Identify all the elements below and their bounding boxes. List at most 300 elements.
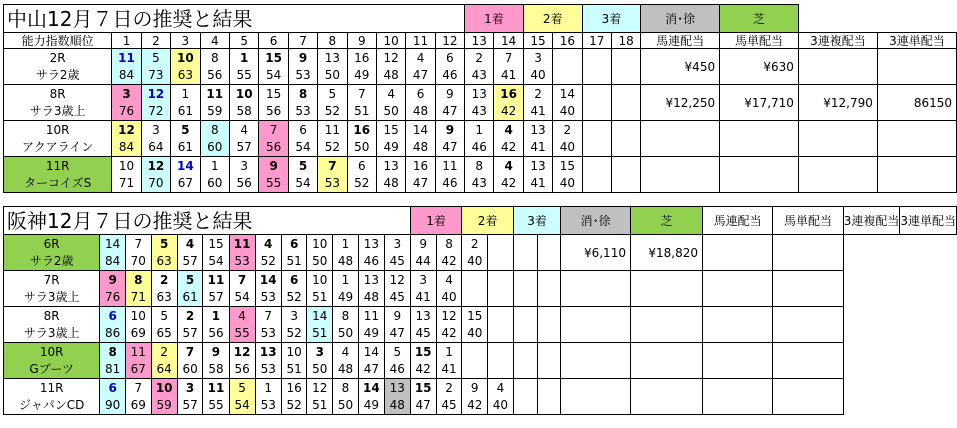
blank xyxy=(798,5,956,33)
legend-0: 1着 xyxy=(410,207,462,235)
speed-index xyxy=(513,289,537,307)
horse-number: 1 xyxy=(200,157,229,175)
horse-number: 1 xyxy=(333,271,359,289)
horse-number: 15 xyxy=(553,157,582,175)
horse-number: 1 xyxy=(203,307,229,325)
speed-index xyxy=(488,361,514,379)
horse-number: 3 xyxy=(410,271,436,289)
horse-number xyxy=(488,271,514,289)
horse-number: 4 xyxy=(376,85,405,103)
horse-number: 10 xyxy=(229,85,258,103)
speed-index: 52 xyxy=(347,175,376,193)
rank-num: 18 xyxy=(611,33,640,49)
rank-num: 6 xyxy=(259,33,288,49)
rank-num: 7 xyxy=(288,33,317,49)
horse-number: 9 xyxy=(435,85,464,103)
speed-index: 69 xyxy=(125,397,151,415)
payout xyxy=(630,379,702,415)
horse-number: 10 xyxy=(151,379,177,397)
payout xyxy=(773,235,843,271)
horse-number: 6 xyxy=(100,379,126,397)
horse-number: 14 xyxy=(255,271,281,289)
pay-header: 馬単配当 xyxy=(773,207,843,235)
payout xyxy=(773,379,843,415)
speed-index: 53 xyxy=(318,175,347,193)
horse-number: 1 xyxy=(171,85,200,103)
horse-number xyxy=(582,49,611,67)
speed-index: 40 xyxy=(523,67,552,85)
speed-index: 52 xyxy=(281,289,307,307)
payout xyxy=(702,235,772,271)
horse-number: 15 xyxy=(410,343,436,361)
speed-index: 50 xyxy=(347,139,376,157)
speed-index: 56 xyxy=(200,67,229,85)
horse-number xyxy=(537,235,561,253)
horse-number: 9 xyxy=(410,235,436,253)
horse-number: 4 xyxy=(488,379,514,397)
horse-number: 9 xyxy=(462,379,488,397)
rank-num: 3 xyxy=(171,33,200,49)
speed-index: 46 xyxy=(435,175,464,193)
speed-index: 42 xyxy=(410,361,436,379)
payout: 86150 xyxy=(877,85,956,121)
speed-index xyxy=(611,67,640,85)
speed-index: 41 xyxy=(436,361,462,379)
rank-num: 4 xyxy=(200,33,229,49)
payout xyxy=(773,343,843,379)
horse-number: 10 xyxy=(112,157,141,175)
horse-number: 8 xyxy=(288,85,317,103)
speed-index: 40 xyxy=(488,397,514,415)
speed-index: 61 xyxy=(177,289,203,307)
horse-number xyxy=(537,343,561,361)
speed-index xyxy=(553,67,582,85)
speed-index: 48 xyxy=(406,139,435,157)
rank-num: 12 xyxy=(435,33,464,49)
horse-number: 1 xyxy=(229,49,258,67)
speed-index: 48 xyxy=(376,175,405,193)
payout: ¥17,710 xyxy=(720,85,799,121)
horse-number: 14 xyxy=(553,85,582,103)
payout xyxy=(630,271,702,307)
horse-number: 2 xyxy=(151,343,177,361)
speed-index: 42 xyxy=(494,139,523,157)
speed-index xyxy=(582,103,611,121)
horse-number xyxy=(537,379,561,397)
payout xyxy=(773,271,843,307)
speed-index xyxy=(611,139,640,157)
horse-number: 7 xyxy=(347,85,376,103)
speed-index xyxy=(462,289,488,307)
speed-index: 50 xyxy=(318,67,347,85)
payout: ¥630 xyxy=(720,49,799,85)
payout xyxy=(561,379,631,415)
horse-number: 7 xyxy=(259,121,288,139)
speed-index: 48 xyxy=(384,397,410,415)
rank-num: 9 xyxy=(347,33,376,49)
payout xyxy=(798,157,877,193)
speed-index: 72 xyxy=(141,103,170,121)
speed-index: 52 xyxy=(255,253,281,271)
payout xyxy=(702,379,772,415)
payout xyxy=(630,343,702,379)
horse-number: 4 xyxy=(229,307,255,325)
horse-number: 16 xyxy=(347,49,376,67)
horse-number: 5 xyxy=(384,343,410,361)
horse-number: 5 xyxy=(151,307,177,325)
horse-number: 16 xyxy=(494,85,523,103)
speed-index: 49 xyxy=(376,139,405,157)
horse-number: 3 xyxy=(281,307,307,325)
speed-index: 45 xyxy=(384,253,410,271)
horse-number xyxy=(513,343,537,361)
horse-number: 7 xyxy=(318,157,347,175)
speed-index: 40 xyxy=(436,289,462,307)
horse-number: 5 xyxy=(177,271,203,289)
speed-index xyxy=(513,253,537,271)
speed-index: 48 xyxy=(333,253,359,271)
horse-number: 3 xyxy=(384,235,410,253)
race-name: ジャパンCD xyxy=(4,397,100,415)
speed-index: 51 xyxy=(307,325,333,343)
horse-number: 10 xyxy=(281,343,307,361)
horse-number: 1 xyxy=(333,235,359,253)
speed-index: 54 xyxy=(229,397,255,415)
speed-index: 40 xyxy=(462,253,488,271)
speed-index: 70 xyxy=(141,175,170,193)
speed-index: 55 xyxy=(259,175,288,193)
horse-number: 5 xyxy=(288,157,317,175)
speed-index: 41 xyxy=(410,289,436,307)
speed-index: 47 xyxy=(435,103,464,121)
horse-number: 3 xyxy=(523,49,552,67)
horse-number: 6 xyxy=(281,235,307,253)
speed-index: 63 xyxy=(151,253,177,271)
horse-number: 5 xyxy=(229,379,255,397)
speed-index xyxy=(488,325,514,343)
section-title: 阪神12月７日の推奨と結果 xyxy=(4,207,411,235)
speed-index: 55 xyxy=(229,325,255,343)
horse-number: 14 xyxy=(358,343,384,361)
speed-index: 84 xyxy=(112,67,141,85)
speed-index: 40 xyxy=(553,103,582,121)
speed-index: 67 xyxy=(171,175,200,193)
speed-index: 40 xyxy=(553,175,582,193)
horse-number xyxy=(611,157,640,175)
horse-number: 12 xyxy=(112,121,141,139)
speed-index: 50 xyxy=(307,361,333,379)
speed-index: 47 xyxy=(435,139,464,157)
race-name: サラ3歳上 xyxy=(4,103,112,121)
horse-number xyxy=(611,121,640,139)
speed-index: 58 xyxy=(229,103,258,121)
payout: ¥18,820 xyxy=(630,235,702,271)
horse-number: 14 xyxy=(358,379,384,397)
rank-num: 5 xyxy=(229,33,258,49)
speed-index xyxy=(513,325,537,343)
speed-index: 52 xyxy=(281,325,307,343)
horse-number: 4 xyxy=(436,271,462,289)
horse-number: 2 xyxy=(523,85,552,103)
horse-number: 9 xyxy=(259,157,288,175)
speed-index: 42 xyxy=(436,325,462,343)
horse-number xyxy=(611,49,640,67)
horse-number: 8 xyxy=(200,49,229,67)
rank-num: 8 xyxy=(318,33,347,49)
horse-number: 8 xyxy=(333,379,359,397)
race-name: サラ2歳 xyxy=(4,67,112,85)
horse-number: 10 xyxy=(171,49,200,67)
horse-number: 6 xyxy=(435,49,464,67)
speed-index xyxy=(537,289,561,307)
horse-number: 13 xyxy=(255,343,281,361)
horse-number: 9 xyxy=(203,343,229,361)
horse-number: 2 xyxy=(151,271,177,289)
speed-index: 56 xyxy=(259,103,288,121)
horse-number: 9 xyxy=(384,307,410,325)
horse-number: 15 xyxy=(259,85,288,103)
speed-index: 49 xyxy=(333,289,359,307)
pay-header: 3連単配当 xyxy=(900,207,957,235)
speed-index: 57 xyxy=(177,253,203,271)
horse-number: 13 xyxy=(465,85,494,103)
horse-number: 13 xyxy=(384,379,410,397)
horse-number: 11 xyxy=(203,271,229,289)
horse-number xyxy=(537,271,561,289)
legend-2: 3着 xyxy=(582,5,641,33)
horse-number: 4 xyxy=(333,343,359,361)
horse-number: 15 xyxy=(259,49,288,67)
horse-number: 4 xyxy=(494,121,523,139)
pay-header: 馬連配当 xyxy=(641,33,720,49)
horse-number: 7 xyxy=(125,379,151,397)
speed-index xyxy=(488,289,514,307)
payout xyxy=(720,121,799,157)
speed-index: 46 xyxy=(465,139,494,157)
speed-index: 60 xyxy=(177,361,203,379)
speed-index: 57 xyxy=(229,139,258,157)
horse-number: 11 xyxy=(112,49,141,67)
speed-index: 49 xyxy=(358,397,384,415)
race-name: サラ3歳上 xyxy=(4,325,100,343)
speed-index: 54 xyxy=(229,289,255,307)
speed-index: 41 xyxy=(523,139,552,157)
payout xyxy=(641,121,720,157)
speed-index: 57 xyxy=(203,289,229,307)
horse-number: 8 xyxy=(125,271,151,289)
horse-number: 16 xyxy=(406,157,435,175)
horse-number xyxy=(582,157,611,175)
race-name: Gブーツ xyxy=(4,361,100,379)
legend-0: 1着 xyxy=(465,5,524,33)
speed-index: 41 xyxy=(523,103,552,121)
payout xyxy=(773,307,843,343)
speed-index: 64 xyxy=(141,139,170,157)
race-number: 8R xyxy=(4,307,100,325)
horse-number: 11 xyxy=(318,121,347,139)
horse-number: 8 xyxy=(436,235,462,253)
horse-number: 6 xyxy=(406,85,435,103)
speed-index: 84 xyxy=(112,139,141,157)
payout: ¥6,110 xyxy=(561,235,631,271)
horse-number: 11 xyxy=(203,379,229,397)
pay-header: 3連単配当 xyxy=(877,33,956,49)
speed-index: 54 xyxy=(288,175,317,193)
pay-header: 3連複配当 xyxy=(843,207,900,235)
speed-index: 49 xyxy=(347,67,376,85)
horse-number: 13 xyxy=(376,157,405,175)
horse-number: 12 xyxy=(141,85,170,103)
speed-index: 50 xyxy=(376,103,405,121)
speed-index: 51 xyxy=(307,397,333,415)
payout xyxy=(877,157,956,193)
race-number: 7R xyxy=(4,271,100,289)
speed-index: 90 xyxy=(100,397,126,415)
horse-number: 4 xyxy=(406,49,435,67)
horse-number: 7 xyxy=(255,307,281,325)
horse-number: 13 xyxy=(358,235,384,253)
horse-number: 2 xyxy=(177,307,203,325)
horse-number xyxy=(513,379,537,397)
speed-index: 64 xyxy=(151,361,177,379)
speed-index: 53 xyxy=(255,361,281,379)
speed-index: 61 xyxy=(171,103,200,121)
horse-number xyxy=(462,343,488,361)
speed-index xyxy=(488,253,514,271)
speed-index: 59 xyxy=(151,397,177,415)
legend-3: 消･徐 xyxy=(641,5,720,33)
horse-number: 15 xyxy=(376,121,405,139)
race-name: サラ2歳 xyxy=(4,253,100,271)
horse-number: 2 xyxy=(553,121,582,139)
horse-number: 14 xyxy=(307,307,333,325)
section-title: 中山12月７日の推奨と結果 xyxy=(4,5,465,33)
horse-number: 8 xyxy=(465,157,494,175)
speed-index: 52 xyxy=(318,139,347,157)
legend-1: 2着 xyxy=(462,207,513,235)
horse-number xyxy=(488,343,514,361)
speed-index: 58 xyxy=(203,361,229,379)
speed-index: 46 xyxy=(358,253,384,271)
horse-number xyxy=(537,307,561,325)
horse-number: 1 xyxy=(436,343,462,361)
race-number: 11R xyxy=(4,379,100,397)
horse-number: 15 xyxy=(462,307,488,325)
speed-index: 52 xyxy=(281,397,307,415)
speed-index: 53 xyxy=(255,397,281,415)
payout xyxy=(561,307,631,343)
horse-number: 11 xyxy=(435,157,464,175)
speed-index: 50 xyxy=(307,253,333,271)
rank-label: 能力指数順位 xyxy=(4,33,112,49)
speed-index: 53 xyxy=(255,289,281,307)
horse-number: 9 xyxy=(435,121,464,139)
horse-number: 13 xyxy=(523,157,552,175)
horse-number: 5 xyxy=(141,49,170,67)
payout xyxy=(877,121,956,157)
payout xyxy=(702,307,772,343)
race-number: 11R xyxy=(4,157,112,175)
horse-number: 14 xyxy=(171,157,200,175)
speed-index xyxy=(537,253,561,271)
horse-number: 4 xyxy=(177,235,203,253)
pay-header: 馬連配当 xyxy=(702,207,772,235)
speed-index: 45 xyxy=(436,397,462,415)
horse-number: 8 xyxy=(100,343,126,361)
speed-index xyxy=(582,67,611,85)
speed-index: 51 xyxy=(281,361,307,379)
horse-number: 12 xyxy=(436,307,462,325)
speed-index: 51 xyxy=(347,103,376,121)
horse-number: 1 xyxy=(465,121,494,139)
horse-number: 4 xyxy=(494,157,523,175)
rank-num: 16 xyxy=(553,33,582,49)
horse-number: 12 xyxy=(141,157,170,175)
legend-4: 芝 xyxy=(720,5,799,33)
speed-index: 52 xyxy=(318,103,347,121)
speed-index: 71 xyxy=(125,289,151,307)
horse-number: 12 xyxy=(376,49,405,67)
speed-index: 45 xyxy=(384,289,410,307)
horse-number xyxy=(513,307,537,325)
speed-index: 73 xyxy=(141,67,170,85)
race-number: 6R xyxy=(4,235,100,253)
horse-number: 13 xyxy=(523,121,552,139)
speed-index: 48 xyxy=(358,289,384,307)
speed-index: 59 xyxy=(200,103,229,121)
speed-index: 63 xyxy=(171,67,200,85)
horse-number: 2 xyxy=(462,235,488,253)
legend-3: 消･徐 xyxy=(561,207,631,235)
speed-index: 45 xyxy=(410,325,436,343)
speed-index: 47 xyxy=(384,325,410,343)
speed-index: 56 xyxy=(229,361,255,379)
speed-index: 51 xyxy=(281,253,307,271)
speed-index: 57 xyxy=(177,397,203,415)
horse-number: 6 xyxy=(281,271,307,289)
speed-index: 67 xyxy=(125,361,151,379)
horse-number: 6 xyxy=(288,121,317,139)
speed-index xyxy=(513,361,537,379)
rank-num: 15 xyxy=(523,33,552,49)
speed-index: 43 xyxy=(465,175,494,193)
speed-index xyxy=(537,361,561,379)
speed-index: 57 xyxy=(177,325,203,343)
speed-index xyxy=(582,139,611,157)
speed-index: 53 xyxy=(288,103,317,121)
speed-index: 55 xyxy=(203,397,229,415)
speed-index: 47 xyxy=(406,175,435,193)
horse-number: 15 xyxy=(410,379,436,397)
speed-index: 49 xyxy=(358,325,384,343)
speed-index: 43 xyxy=(465,67,494,85)
payout xyxy=(877,49,956,85)
speed-index: 54 xyxy=(288,139,317,157)
speed-index: 65 xyxy=(151,325,177,343)
speed-index: 60 xyxy=(200,175,229,193)
speed-index xyxy=(611,103,640,121)
horse-number xyxy=(513,235,537,253)
pay-header: 3連複配当 xyxy=(798,33,877,49)
speed-index: 42 xyxy=(494,175,523,193)
speed-index: 41 xyxy=(523,175,552,193)
horse-number: 12 xyxy=(229,343,255,361)
speed-index xyxy=(537,397,561,415)
race-name: アクアライン xyxy=(4,139,112,157)
speed-index: 50 xyxy=(333,325,359,343)
horse-number: 10 xyxy=(307,271,333,289)
speed-index xyxy=(537,325,561,343)
